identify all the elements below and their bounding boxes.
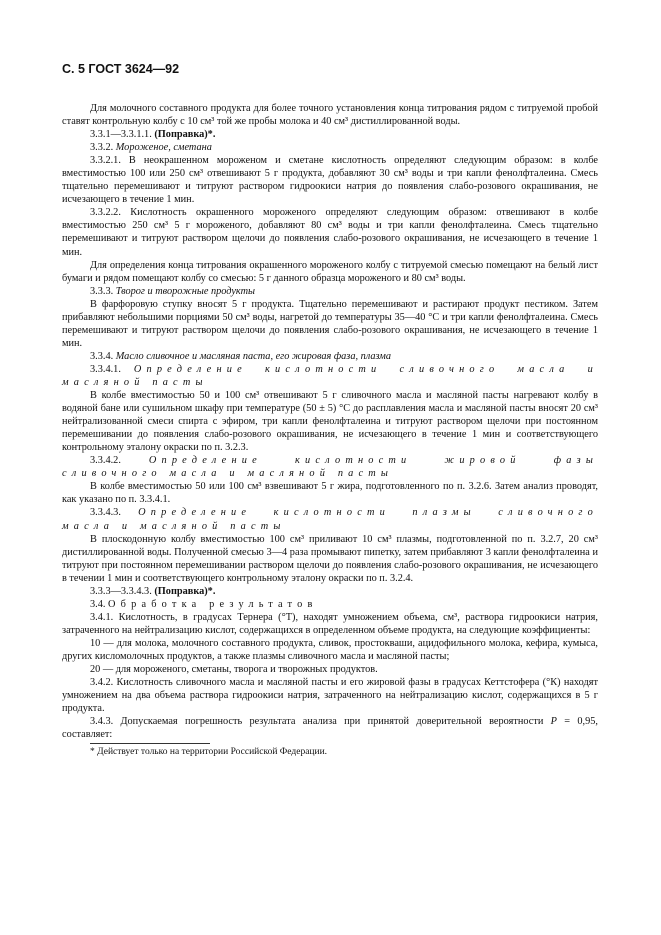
paragraph: 3.3.2.2. Кислотность окрашенного мороженого определяют следующим образом: отвешивают в колбе вместимостью 250 см³ 5 г мороженого, добавляют 80 см³ воды и три капли фенолфталеина. Смесь тщательно перемешивают и титруют раствором щелочи до появления слабо-розового окрашивания, не исчезающего в течение 1 мин. bbox=[62, 207, 598, 258]
section-heading bbox=[62, 141, 598, 154]
clause-number: 3.3.2. bbox=[90, 142, 116, 154]
paragraph: В плоскодонную колбу вместимостью 100 см³ приливают 10 см³ плазмы, подготовленной по п. 3.2.7, 20 см³ дистиллированной воды. Полученной смесью 3—4 раза промывают пипетку, затем прибавляют 3 капли фенолфталеина и титруют при постоянном перемешивании раствором щелочи до появления слабо-розового окрашивания, не исчезающего в течении 1 мин и соответствующего контрольному эталону окраски по п. 3.2.4. bbox=[62, 533, 598, 584]
section-title: Творог и творожные продукты bbox=[115, 285, 256, 297]
page bbox=[62, 62, 598, 759]
section-title: Обработка результатов bbox=[108, 598, 318, 610]
section-heading bbox=[62, 363, 598, 389]
clause-number: 3.3.4.1. bbox=[90, 363, 134, 375]
section-title: Определение кислотности плазмы сливочного масла и масляной пасты bbox=[62, 507, 598, 532]
paragraph: 3.4.2. Кислотность сливочного масла и масляной пасты и его жировой фазы в градусах Кеттстофера (°К) находят умножением на два объема раствора гидроокиси натрия, затраченного на нейтрализацию кислот, содержащихся в 5 г продукта. bbox=[62, 677, 598, 715]
section-heading bbox=[62, 454, 598, 480]
paragraph bbox=[62, 128, 598, 141]
paragraph: В колбе вместимостью 50 и 100 см³ отвешивают 5 г сливочного масла и масляной пасты нагревают колбу в водяной бане или сушильном шкафу при температуре (50 ± 5) °С до расплавления масла и масляной пасты вносят 20 см³ нейтрализованной смеси спирта с эфиром, три капли фенолфталеина и титруют раствором щелочи при постоянном перемешивании до появления слабо-розового окрашивания, не исчезающего в течение 1 мин и соответствующего контрольному эталону окраски по п. 3.2.3. bbox=[62, 390, 598, 454]
section-heading bbox=[62, 350, 598, 363]
footnote-divider bbox=[90, 743, 210, 744]
text-run: 3.4.3. Допускаемая погрешность результата анализа при принятой доверительной вероятности bbox=[90, 716, 551, 728]
amendment-note: (Поправка)*. bbox=[154, 129, 216, 141]
clause-number: 3.3.1—3.3.1.1. bbox=[90, 129, 155, 141]
section-title: Определение кислотности жировой фазы сливочного масла и масляной пасты bbox=[62, 455, 598, 480]
paragraph: Для определения конца титрования окрашенного мороженого колбу с титруемой смесью помещают на белый лист бумаги и рядом помещают колбу со смесью: 5 г данного образца мороженого и 80 см³ воды. bbox=[62, 259, 598, 284]
clause-number: 3.3.3. bbox=[90, 285, 116, 297]
clause-number: 3.3.4.2. bbox=[90, 455, 149, 467]
clause-number: 3.3.4. bbox=[90, 350, 116, 362]
section-title: Мороженое, сметана bbox=[115, 142, 212, 154]
paragraph: Для молочного составного продукта для более точного установления конца титрования рядом с титруемой пробой ставят контрольную колбу с 10 см³ той же пробы молока и 40 см³ дистиллированной воды. bbox=[62, 103, 598, 128]
paragraph bbox=[62, 585, 598, 598]
amendment-note: (Поправка)*. bbox=[154, 585, 216, 597]
section-title: Масло сливочное и масляная паста, его жировая фаза, плазма bbox=[115, 350, 392, 362]
paragraph: 20 — для мороженого, сметаны, творога и творожных продуктов. bbox=[90, 664, 378, 676]
section-heading bbox=[62, 506, 598, 532]
section-heading bbox=[62, 285, 598, 298]
clause-number: 3.3.3—3.3.4.3. bbox=[90, 585, 155, 597]
paragraph: В фарфоровую ступку вносят 5 г продукта. Тщательно перемешивают и растирают продукт пестиком. Затем прибавляют небольшими порциями 50 см³ воды, нагретой до температуры 35—40 °С и три капли фенолфталеина. Смесь перемешивают и титруют раствором щелочи до появления слабо-розового окрашивания, не исчезающего в течение 1 мин. bbox=[62, 298, 598, 349]
page-header: С. 5 ГОСТ 3624—92 bbox=[62, 62, 180, 76]
paragraph: В колбе вместимостью 50 или 100 см³ взвешивают 5 г жира, подготовленного по п. 3.2.6. Затем анализ проводят, как указано по п. 3.3.4.1. bbox=[62, 481, 598, 506]
clause-number: 3.4. bbox=[90, 598, 109, 610]
paragraph: 3.4.1. Кислотность, в градусах Тернера (°Т), находят умножением объема, см³, раствора гидроокиси натрия, затраченного на нейтрализацию кислот, содержащихся в определенном объеме продукта, на следующие коэффициенты: bbox=[62, 611, 598, 636]
text-run: = 0,95, составляет: bbox=[62, 716, 598, 741]
document-body bbox=[62, 102, 598, 759]
paragraph: 10 — для молока, молочного составного продукта, сливок, простокваши, ацидофильного молока, кефира, кумыса, других кисломолочных продуктов, а также плазмы сливочного масла и масляной пасты; bbox=[62, 637, 598, 662]
section-heading bbox=[62, 598, 598, 611]
paragraph: 3.3.2.1. В неокрашенном мороженом и сметане кислотность определяют следующим образом: в колбе вместимостью 100 или 250 см³ отвешивают 5 г продукта, добавляют 30 см³ воды и три капли фенолфталеина. Смесь тщательно перемешивают и титруют раствором гидроокиси натрия до появления слабо-розового окрашивания, не исчезающего в течение 1 мин. bbox=[62, 155, 598, 206]
paragraph bbox=[62, 715, 598, 741]
clause-number: 3.3.4.3. bbox=[90, 507, 139, 519]
variable: Р bbox=[550, 716, 557, 728]
footnote: * Действует только на территории Российской Федерации. bbox=[90, 747, 328, 758]
section-title: Определение кислотности сливочного масла и масляной пасты bbox=[62, 363, 598, 388]
